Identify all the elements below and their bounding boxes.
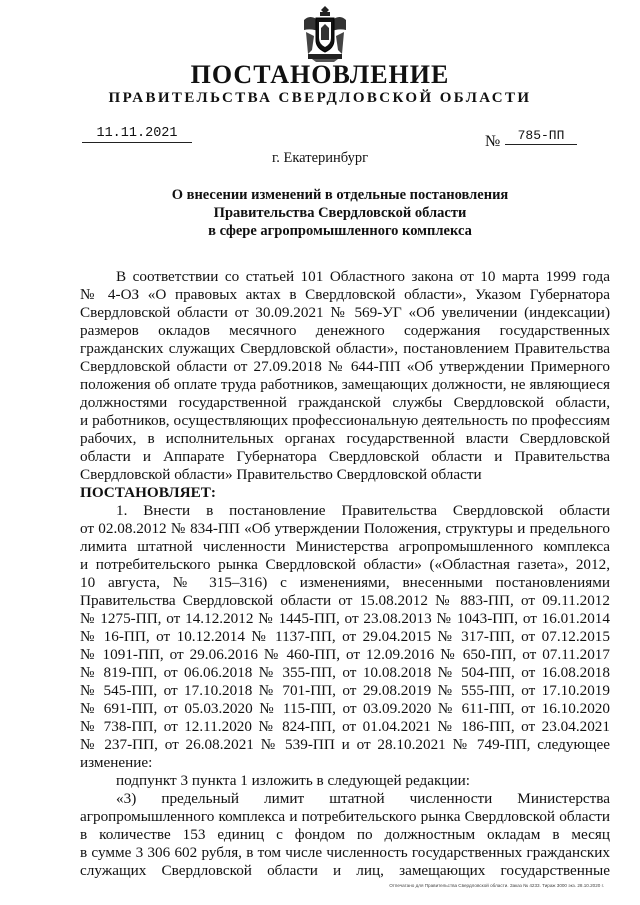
body-line: № 16-ПП, от 10.12.2014 № 1137-ПП, от 29.04.2015 № 317-ПП, от 07.12.2015 bbox=[80, 628, 610, 645]
body-line: должностями государственной гражданской службы Свердловской области, bbox=[80, 394, 610, 411]
body-line: агропромышленного комплекса и потребительского рынка Свердловской области bbox=[80, 808, 610, 825]
body-line: В соответствии со статьей 101 Областного закона от 10 марта 1999 года bbox=[116, 268, 610, 285]
subject-line: Правительства Свердловской области bbox=[213, 205, 467, 221]
body-line: № 1275-ПП, от 14.12.2012 № 1445-ПП, от 23.08.2013 № 1043-ПП, от 16.01.2014 bbox=[80, 610, 610, 627]
document-city: г. Екатеринбург bbox=[271, 150, 369, 166]
coat-of-arms-emblem bbox=[300, 6, 350, 62]
body-line: Свердловской области от 27.09.2018 № 644-ПП «Об утверждении Примерного bbox=[80, 358, 610, 375]
body-line: подпункт 3 пункта 1 изложить в следующей редакции: bbox=[116, 772, 470, 789]
body-line: положения об оплате труда работников, замещающих должности, не являющиеся bbox=[80, 376, 610, 393]
body-line: № 738-ПП, от 12.11.2020 № 824-ПП, от 01.04.2021 № 186-ПП, от 23.04.2021 bbox=[80, 718, 610, 735]
body-line: № 545-ПП, от 17.10.2018 № 701-ПП, от 29.08.2019 № 555-ПП, от 17.10.2019 bbox=[80, 682, 610, 699]
body-line: в сумме 3 306 602 рубля, в том числе численность государственных гражданских bbox=[80, 844, 610, 861]
body-line: № 691-ПП, от 05.03.2020 № 115-ПП, от 03.09.2020 № 611-ПП, от 16.10.2020 bbox=[80, 700, 610, 717]
number-label: № bbox=[485, 133, 501, 150]
body-line: № 819-ПП, от 06.06.2018 № 355-ПП, от 10.08.2018 № 504-ПП, от 16.08.2018 bbox=[80, 664, 610, 681]
body-line: Правительства Свердловской области от 15.08.2012 № 883-ПП, от 09.11.2012 bbox=[80, 592, 610, 609]
body-line: и работников, осуществляющих профессиональную деятельность по профессиям bbox=[80, 412, 610, 429]
body-line: Свердловской области от 30.09.2021 № 569-УГ «Об увеличении (индексации) bbox=[80, 304, 610, 321]
body-line: от 02.08.2012 № 834-ПП «Об утверждении Положения, структуры и предельного bbox=[80, 520, 610, 537]
body-line: 1. Внести в постановление Правительства Свердловской области bbox=[116, 502, 610, 519]
document-body bbox=[80, 268, 610, 880]
body-line: и потребительского рынка Свердловской области» («Областная газета», 2012, bbox=[80, 556, 610, 573]
body-line: изменение: bbox=[80, 754, 153, 771]
body-line: № 237-ПП, от 26.08.2021 № 539-ПП и от 28.10.2021 № 749-ПП, следующее bbox=[80, 736, 610, 753]
body-line: рабочих, в исполнительных органах государственной власти Свердловской bbox=[80, 430, 610, 447]
subject-line: в сфере агропромышленного комплекса bbox=[208, 223, 472, 239]
body-line: в количестве 153 единиц с фондом по должностным окладам в месяц bbox=[80, 826, 610, 843]
document-number: 785-ПП bbox=[505, 128, 577, 145]
body-line: Свердловской области» Правительство Свердловской области bbox=[80, 466, 482, 483]
resolve-heading: ПОСТАНОВЛЯЕТ: bbox=[80, 484, 216, 501]
body-line: гражданских служащих Свердловской области», постановлением Правительства bbox=[80, 340, 610, 357]
body-line: размеров окладов месячного денежного содержания государственных bbox=[80, 322, 610, 339]
body-line: «3) предельный лимит штатной численности Министерства bbox=[116, 790, 610, 807]
document-issuer: ПРАВИТЕЛЬСТВА СВЕРДЛОВСКОЙ ОБЛАСТИ bbox=[108, 90, 532, 106]
body-line: № 1091-ПП, от 29.06.2016 № 460-ПП, от 12.09.2016 № 650-ПП, от 07.11.2017 bbox=[80, 646, 610, 663]
document-subject bbox=[140, 186, 540, 240]
subject-line: О внесении изменений в отдельные постановления bbox=[171, 187, 509, 203]
document-date: 11.11.2021 bbox=[82, 126, 192, 143]
document-title: ПОСТАНОВЛЕНИЕ bbox=[190, 60, 450, 89]
body-line: служащих Свердловской области и лиц, замещающих государственные bbox=[80, 862, 610, 879]
body-line: лимита штатной численности Министерства агропромышленного комплекса bbox=[80, 538, 610, 555]
print-footer: Отпечатано для Правительства Свердловской области. Заказ № 4233. Тираж 3000 экз. 28.10.2020 г. bbox=[389, 883, 604, 888]
body-line: области и Аппарате Губернатора Свердловской области и Правительства bbox=[80, 448, 610, 465]
body-line: № 4-ОЗ «О правовых актах в Свердловской области», Указом Губернатора bbox=[80, 286, 610, 303]
body-line: 10 августа, № 315–316) с изменениями, внесенными постановлениями bbox=[80, 574, 610, 591]
